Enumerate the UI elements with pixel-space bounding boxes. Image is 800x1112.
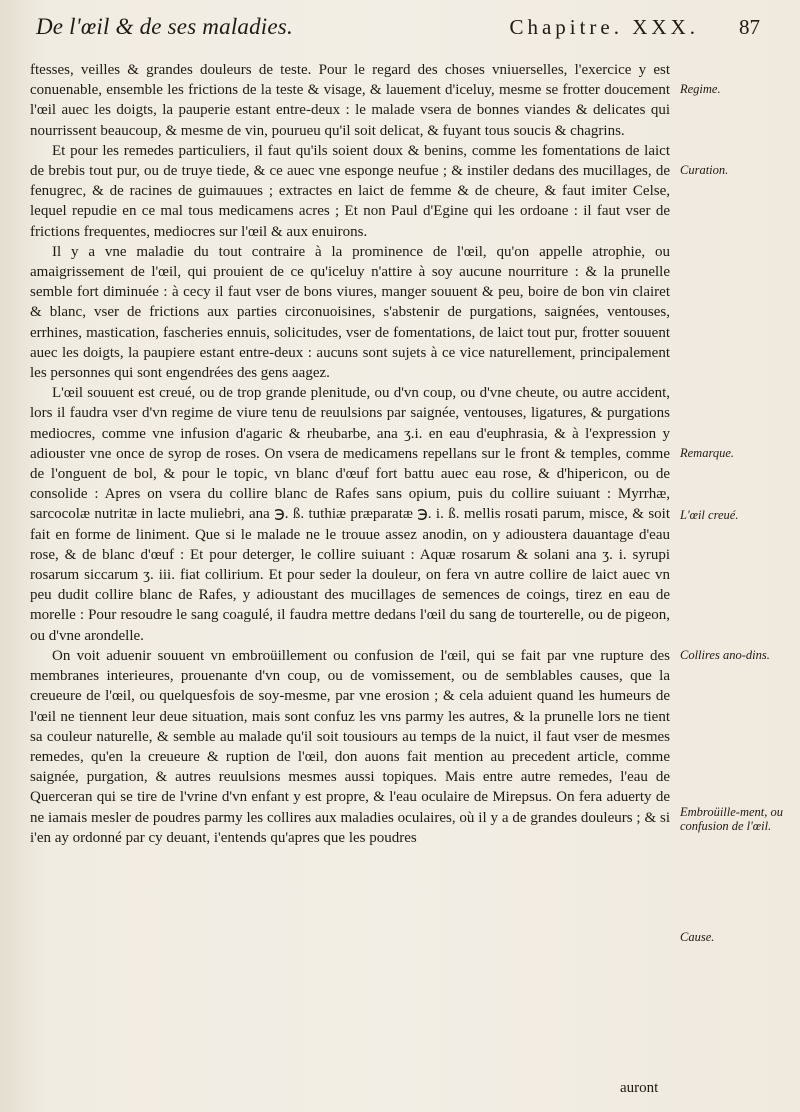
running-title: De l'œil & de ses maladies.	[36, 14, 293, 39]
main-text	[30, 60, 670, 848]
paragraph: L'œil souuent est creué, ou de trop grande plenitude, ou d'vn coup, ou d'vne cheute, ou autre accident, lors il faudra vser d'vn regime de viure tenu de reuulsions par saignée, ventouses, ligatures, & purgations mediocres, comme vne infusion d'agaric & rheubarbe, ana ʒ.i. en eau d'euphrasia, & à l'expression y adiouster vne once de syrop de roses. On vsera de medicamens repellans sur le front & temples, comme de l'onguent de bol, & pour le topic, vn blanc d'œuf fort battu auec eau rose, & d'hipericon, ou de consolide : Apres on vsera du collire blanc de Rafes sans opium, puis du collire suiuant : Myrrhæ, sarcocolæ nutritæ in lacte muliebri, ana ℈. ß. tuthiæ præparatæ ℈. i. ß. mellis rosati parum, misce, & soit fait en forme de liniment. Que si le malade ne le trouue assez anodin, on y adioustera dauantage d'eau rose, & de blanc d'œuf : Et pour deterger, le collire suiuant : Aquæ rosarum & solani ana ʒ. i. syrupi rosarum siccarum ʒ. iii. fiat collirium. Et pour seder la douleur, on fera vn autre collire de laict auec vn peu dudit collire blanc de Rafes, y adioustant des mucillages de semences de coings, tirez en eau de morelle : Pour resoudre le sang coagulé, il faudra mettre dedans l'œil du sang de tourterelle, ou de pigeon, ou d'vne arondelle.	[30, 385, 670, 644]
margin-note: Curation.	[680, 163, 729, 177]
margin-note: L'œil creué.	[680, 508, 739, 522]
margin-note: Collires ano-dins.	[680, 648, 770, 662]
paragraph: On voit aduenir souuent vn embroüillement ou confusion de l'œil, qui se fait par vne rupture des membranes interieures, prouenante d'vn coup, ou de vomissement, ou de semblables causes, que la creueure de l'œil, ou quelquesfois de soy-mesme, par vne erosion ; & cela aduient quand les humeurs de l'œil ne tiennent leur deue situation, mais sont confuz les vns parmy les autres, & la prunelle lors ne tient sa couleur naturelle, & semble au malade qu'il soit tousiours au temps de la nuict, il faut vser de mesmes remedes, qu'en la creueure & ruption de l'œil, don auons fait mention au precedent article, comme saignée, purgation, & autres reuulsions mesmes aussi topiques. Mais entre autre remedes, l'eau de Querceran qui se tire de l'vrine d'vn enfant y est propre, & l'eau oculaire de Mirepsus. On fera aduerty de ne iamais mesler de poudres parmy les collires aux maladies oculaires, où il y a de grandes douleurs ; & si i'en ay ordonné par cy deuant, i'entends qu'apres que les poudres	[30, 647, 670, 846]
margin-note: Remarque.	[680, 446, 735, 460]
page-header	[36, 14, 760, 48]
margin-note: Embroüille-ment, ou confusion de l'œil.	[680, 805, 783, 833]
paragraph: Il y a vne maladie du tout contraire à la prominence de l'œil, qu'on appelle atrophie, ou amaigrissement de l'œil, qui prouient de ce qu'iceluy n'attire à soy aucune nourriture : & la prunelle semble fort diminuée : à cecy il faut vser de bons viures, manger souuent & peu, boire de bon vin clairet & blanc, vser de frictions aux parties circonuoisines, s'abstenir de purgations, saignées, ventouses, errhines, mastication, fascheries ennuis, solicitudes, vser de fomentations, de laict tout pur, frotter souuent auec les doigts, la paupiere estant entre-deux : aucuns sont sujets à ce vice naturellement, principalement les personnes qui sont engendrées des gens aagez.	[30, 243, 670, 382]
page-number: 87	[739, 15, 760, 39]
chapter-label: Chapitre. XXX.	[509, 15, 699, 39]
paragraph: ftesses, veilles & grandes douleurs de teste. Pour le regard des choses vniuerselles, l'exercice y est conuenable, ensemble les frictions de la teste & visage, & lauement d'iceluy, mesme se frotter doucement l'œil auec les doigts, la pauperie estant entre-deux : le malade vsera de bonnes viandes & delicates qui nourrissent beaucoup, & mesme de vin, pourueu qu'il soit delicat, & fuyant tous soucis & chagrins.	[30, 62, 670, 139]
catchword: auront	[620, 1080, 659, 1096]
paragraph: Et pour les remedes particuliers, il faut qu'ils soient doux & benins, comme les fomentations de laict de brebis tout pur, ou de truye tiede, & ce auec vne esponge neufue ; & instiler dedans des mucillages, de fenugrec, & de racines de guimauues ; extractes en laict de femme & de cheure, & faut imiter Celse, lequel repudie en ce mal tous medicamens acres ; Et non Paul d'Egine qui les ordoane : il faut vser de frictions frequentes, mediocres sur l'œil & aux enuirons.	[30, 142, 670, 240]
margin-note: Regime.	[680, 82, 721, 96]
margin-note: Cause.	[680, 930, 715, 944]
